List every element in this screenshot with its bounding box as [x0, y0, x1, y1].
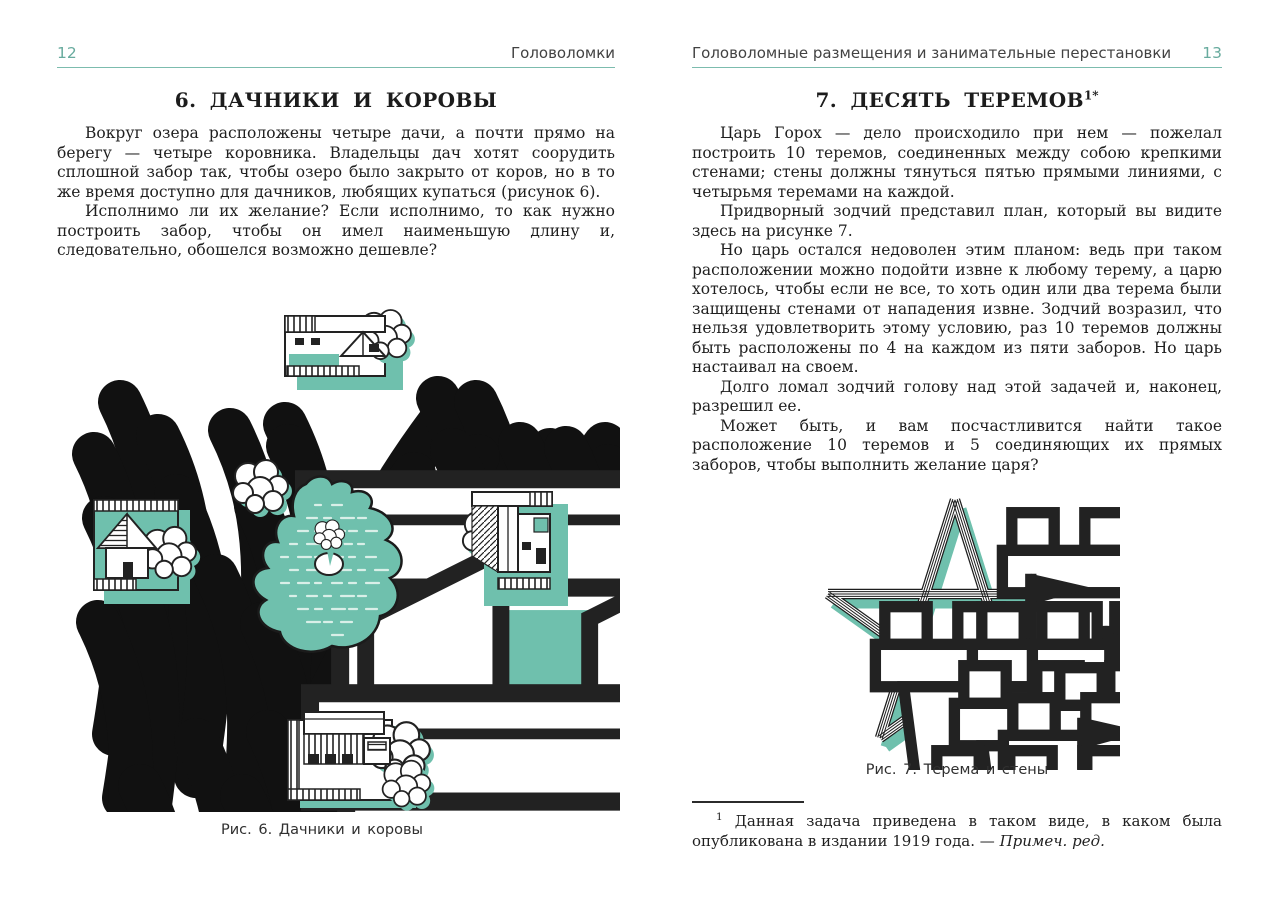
footnote — [692, 808, 1222, 851]
body-text-right — [692, 124, 1222, 475]
right-page — [640, 0, 1280, 904]
figure-caption-left: Рис. 6. Дачники и коровы — [220, 822, 423, 838]
figure-caption-right: Рис. 7. Терема и стены — [865, 762, 1049, 778]
body-paragraph: Вокруг озера расположены четыре дачи, а почти прямо на берегу — четыре коровника. Владельцы дач хотят соорудить сплошной забор так, чтобы озеро было закрыто от коров, но в то же время доступно для дачников, любящих купаться (рисунок 6). — [57, 124, 615, 201]
running-head-left-text: Головоломки — [511, 44, 615, 62]
chapter-title-right — [692, 88, 1222, 112]
footnote-rule — [692, 801, 804, 803]
footnote-text: Данная задача приведена в таком виде, в каком была опубликована в издании 1919 года. — — [692, 812, 1222, 850]
body-paragraph: Может быть, и вам посчастливится найти такое расположение 10 теремов и 5 соединяющих их прямых заборов, чтобы выполнить желание царя? — [692, 416, 1222, 474]
header-rule-left — [57, 67, 615, 68]
dacha-left-icon — [94, 500, 200, 604]
chapter-title-superscript: 1* — [1083, 88, 1099, 103]
dacha-top-icon — [285, 310, 415, 390]
header-rule-right — [692, 67, 1222, 68]
footnote-marker: 1 — [716, 811, 723, 823]
body-text-left — [57, 124, 615, 261]
running-head-right-text: Головоломные размещения и занимательные перестановки — [692, 44, 1172, 62]
dacha-bottom-icon — [288, 712, 434, 811]
footnote-italic-text: Примеч. ред. — [999, 831, 1105, 850]
body-paragraph: Царь Горох — дело происходило при нем — пожелал построить 10 теремов, соединенных между собою крепкими стенами; стены должны тянуться пятью прямыми линиями, с четырьмя теремами на каждой. — [692, 124, 1222, 201]
chapter-title-right-text: 7. ДЕСЯТЬ ТЕРЕМОВ — [815, 88, 1084, 112]
chapter-title-left: 6. ДАЧНИКИ И КОРОВЫ — [174, 88, 498, 112]
dachas-and-cows-illustration — [60, 288, 620, 812]
body-paragraph: Исполнимо ли их желание? Если исполнимо, то как нужно построить забор, чтобы он имел наименьшую длину и, следовательно, обошелся возможно дешевле? — [57, 202, 615, 259]
body-paragraph: Придворный зодчий представил план, который вы видите здесь на рисунке 7. — [692, 202, 1222, 240]
page-number-left: 12 — [57, 44, 77, 62]
terems-star-illustration — [790, 478, 1120, 770]
page-number-right: 13 — [1202, 44, 1222, 62]
running-head-right — [692, 44, 1222, 62]
body-paragraph: Долго ломал зодчий голову над этой задачей и, наконец, разрешил ее. — [692, 377, 1222, 415]
terem-icons — [866, 480, 1120, 770]
running-head-left — [57, 44, 615, 62]
body-paragraph: Но царь остался недоволен этим планом: ведь при таком расположении можно подойти извне к любому терему, а царю хотелось, чтобы если не все, то хоть один или два терема были защищены стенами от нападения извне. Зодчий возразил, что нельзя удовлетворить этому условию, раз 10 теремов должны быть расположены по 4 на каждом из пяти заборов. Но царь настаивал на своем. — [692, 241, 1222, 376]
